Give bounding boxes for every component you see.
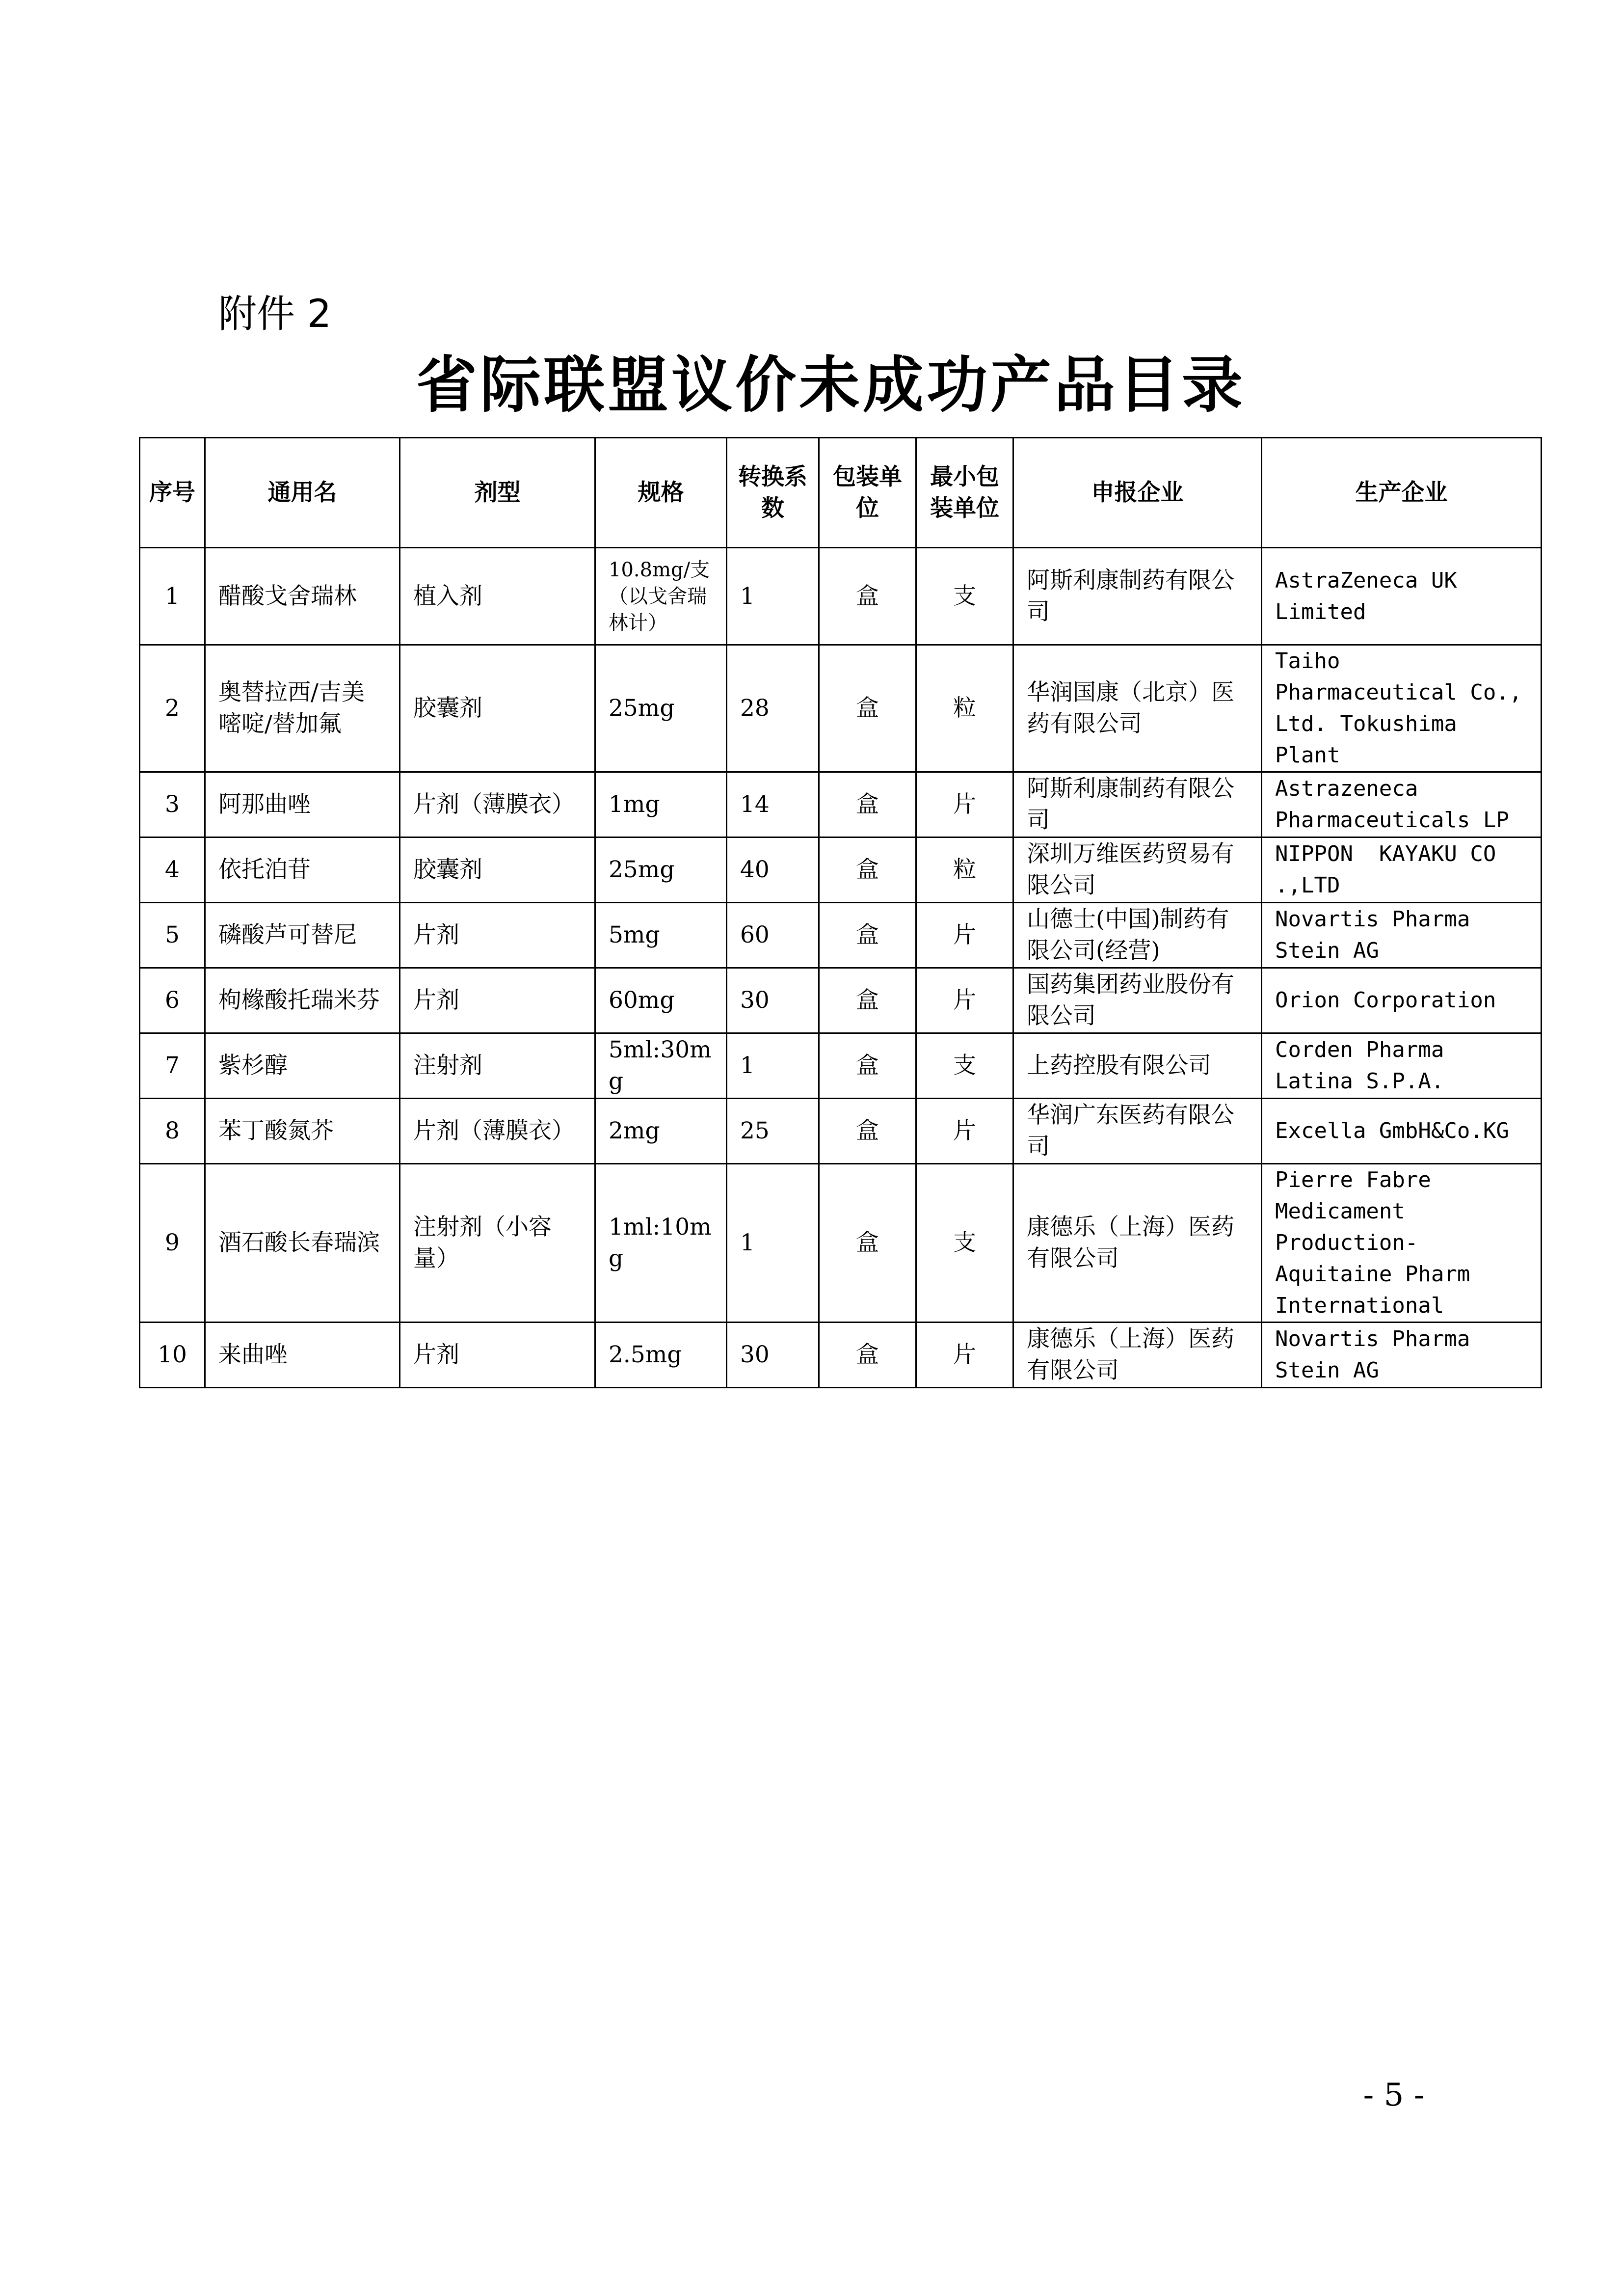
header-cell: 通用名 <box>205 438 400 548</box>
cell-specification: 60mg <box>595 968 727 1033</box>
document-title: 省际联盟议价未成功产品目录 <box>416 350 1246 421</box>
cell-applicant: 康德乐（上海）医药有限公司 <box>1013 1164 1262 1323</box>
cell-min-package-unit: 片 <box>916 903 1013 968</box>
cell-specification: 25mg <box>595 645 727 772</box>
cell-dosage-form: 胶囊剂 <box>400 837 595 903</box>
cell-min-package-unit: 粒 <box>916 837 1013 903</box>
cell-applicant: 国药集团药业股份有限公司 <box>1013 968 1262 1033</box>
cell-generic-name: 枸橼酸托瑞米芬 <box>205 968 400 1033</box>
cell-manufacturer: Excella GmbH&Co.KG <box>1262 1099 1542 1164</box>
cell-dosage-form: 注射剂 <box>400 1033 595 1099</box>
cell-package-unit: 盒 <box>819 968 916 1033</box>
cell-dosage-form: 片剂（薄膜衣） <box>400 1099 595 1164</box>
cell-index: 5 <box>140 903 205 968</box>
cell-min-package-unit: 片 <box>916 968 1013 1033</box>
cell-min-package-unit: 片 <box>916 1099 1013 1164</box>
cell-applicant: 华润广东医药有限公司 <box>1013 1099 1262 1164</box>
cell-conversion-factor: 14 <box>727 772 819 837</box>
cell-index: 7 <box>140 1033 205 1099</box>
cell-conversion-factor: 40 <box>727 837 819 903</box>
cell-applicant: 阿斯利康制药有限公司 <box>1013 772 1262 837</box>
cell-manufacturer: AstraZeneca UK Limited <box>1262 548 1542 645</box>
cell-conversion-factor: 1 <box>727 548 819 645</box>
cell-manufacturer: Pierre Fabre Medicament Production-Aquitaine Pharm International <box>1262 1164 1542 1323</box>
cell-manufacturer: NIPPON KAYAKU CO .,LTD <box>1262 837 1542 903</box>
cell-generic-name: 磷酸芦可替尼 <box>205 903 400 968</box>
cell-package-unit: 盒 <box>819 548 916 645</box>
table-row <box>140 772 1542 837</box>
cell-dosage-form: 片剂 <box>400 968 595 1033</box>
cell-dosage-form: 注射剂（小容量） <box>400 1164 595 1323</box>
table-row <box>140 645 1542 772</box>
cell-manufacturer: Taiho Pharmaceutical Co., Ltd. Tokushima Plant <box>1262 645 1542 772</box>
cell-index: 4 <box>140 837 205 903</box>
table-row <box>140 1033 1542 1099</box>
cell-conversion-factor: 60 <box>727 903 819 968</box>
attachment-label: 附件 2 <box>218 292 332 336</box>
header-cell: 申报企业 <box>1013 438 1262 548</box>
table-row <box>140 1323 1542 1388</box>
cell-generic-name: 来曲唑 <box>205 1323 400 1388</box>
cell-min-package-unit: 片 <box>916 772 1013 837</box>
cell-min-package-unit: 片 <box>916 1323 1013 1388</box>
header-cell: 剂型 <box>400 438 595 548</box>
cell-index: 2 <box>140 645 205 772</box>
cell-min-package-unit: 粒 <box>916 645 1013 772</box>
cell-applicant: 山德士(中国)制药有限公司(经营) <box>1013 903 1262 968</box>
cell-specification: 5mg <box>595 903 727 968</box>
cell-index: 10 <box>140 1323 205 1388</box>
cell-manufacturer: Novartis Pharma Stein AG <box>1262 903 1542 968</box>
table-row <box>140 1099 1542 1164</box>
cell-specification: 1mg <box>595 772 727 837</box>
cell-package-unit: 盒 <box>819 1323 916 1388</box>
cell-min-package-unit: 支 <box>916 1033 1013 1099</box>
table-row <box>140 1164 1542 1323</box>
cell-conversion-factor: 30 <box>727 968 819 1033</box>
cell-generic-name: 依托泊苷 <box>205 837 400 903</box>
cell-manufacturer: Orion Corporation <box>1262 968 1542 1033</box>
cell-package-unit: 盒 <box>819 1164 916 1323</box>
cell-applicant: 深圳万维医药贸易有限公司 <box>1013 837 1262 903</box>
table-row <box>140 968 1542 1033</box>
cell-dosage-form: 片剂（薄膜衣） <box>400 772 595 837</box>
cell-applicant: 阿斯利康制药有限公司 <box>1013 548 1262 645</box>
cell-index: 8 <box>140 1099 205 1164</box>
cell-min-package-unit: 支 <box>916 548 1013 645</box>
table-row <box>140 548 1542 645</box>
cell-package-unit: 盒 <box>819 1033 916 1099</box>
header-cell: 包装单位 <box>819 438 916 548</box>
cell-package-unit: 盒 <box>819 903 916 968</box>
table-row <box>140 837 1542 903</box>
page-number: - 5 - <box>1363 2077 1425 2113</box>
cell-generic-name: 紫杉醇 <box>205 1033 400 1099</box>
cell-dosage-form: 片剂 <box>400 903 595 968</box>
cell-dosage-form: 胶囊剂 <box>400 645 595 772</box>
cell-conversion-factor: 1 <box>727 1033 819 1099</box>
cell-index: 1 <box>140 548 205 645</box>
cell-specification: 1ml:10mg <box>595 1164 727 1323</box>
cell-min-package-unit: 支 <box>916 1164 1013 1323</box>
cell-generic-name: 酒石酸长春瑞滨 <box>205 1164 400 1323</box>
cell-package-unit: 盒 <box>819 837 916 903</box>
cell-package-unit: 盒 <box>819 772 916 837</box>
cell-dosage-form: 片剂 <box>400 1323 595 1388</box>
cell-specification: 10.8mg/支（以戈舍瑞林计） <box>595 548 727 645</box>
cell-index: 9 <box>140 1164 205 1323</box>
cell-dosage-form: 植入剂 <box>400 548 595 645</box>
cell-specification: 5ml:30mg <box>595 1033 727 1099</box>
cell-specification: 2mg <box>595 1099 727 1164</box>
cell-index: 6 <box>140 968 205 1033</box>
cell-applicant: 康德乐（上海）医药有限公司 <box>1013 1323 1262 1388</box>
product-catalog-table <box>139 437 1542 1388</box>
cell-manufacturer: Corden Pharma Latina S.P.A. <box>1262 1033 1542 1099</box>
header-cell: 序号 <box>140 438 205 548</box>
cell-conversion-factor: 25 <box>727 1099 819 1164</box>
cell-package-unit: 盒 <box>819 1099 916 1164</box>
cell-specification: 25mg <box>595 837 727 903</box>
cell-conversion-factor: 1 <box>727 1164 819 1323</box>
cell-applicant: 上药控股有限公司 <box>1013 1033 1262 1099</box>
cell-specification: 2.5mg <box>595 1323 727 1388</box>
header-cell: 最小包装单位 <box>916 438 1013 548</box>
cell-conversion-factor: 30 <box>727 1323 819 1388</box>
table-header-row <box>140 438 1542 548</box>
cell-manufacturer: Novartis Pharma Stein AG <box>1262 1323 1542 1388</box>
table-row <box>140 903 1542 968</box>
cell-package-unit: 盒 <box>819 645 916 772</box>
cell-manufacturer: Astrazeneca Pharmaceuticals LP <box>1262 772 1542 837</box>
cell-generic-name: 奥替拉西/吉美嘧啶/替加氟 <box>205 645 400 772</box>
cell-generic-name: 醋酸戈舍瑞林 <box>205 548 400 645</box>
header-cell: 转换系数 <box>727 438 819 548</box>
cell-generic-name: 苯丁酸氮芥 <box>205 1099 400 1164</box>
cell-generic-name: 阿那曲唑 <box>205 772 400 837</box>
header-cell: 生产企业 <box>1262 438 1542 548</box>
cell-conversion-factor: 28 <box>727 645 819 772</box>
cell-applicant: 华润国康（北京）医药有限公司 <box>1013 645 1262 772</box>
cell-index: 3 <box>140 772 205 837</box>
header-cell: 规格 <box>595 438 727 548</box>
